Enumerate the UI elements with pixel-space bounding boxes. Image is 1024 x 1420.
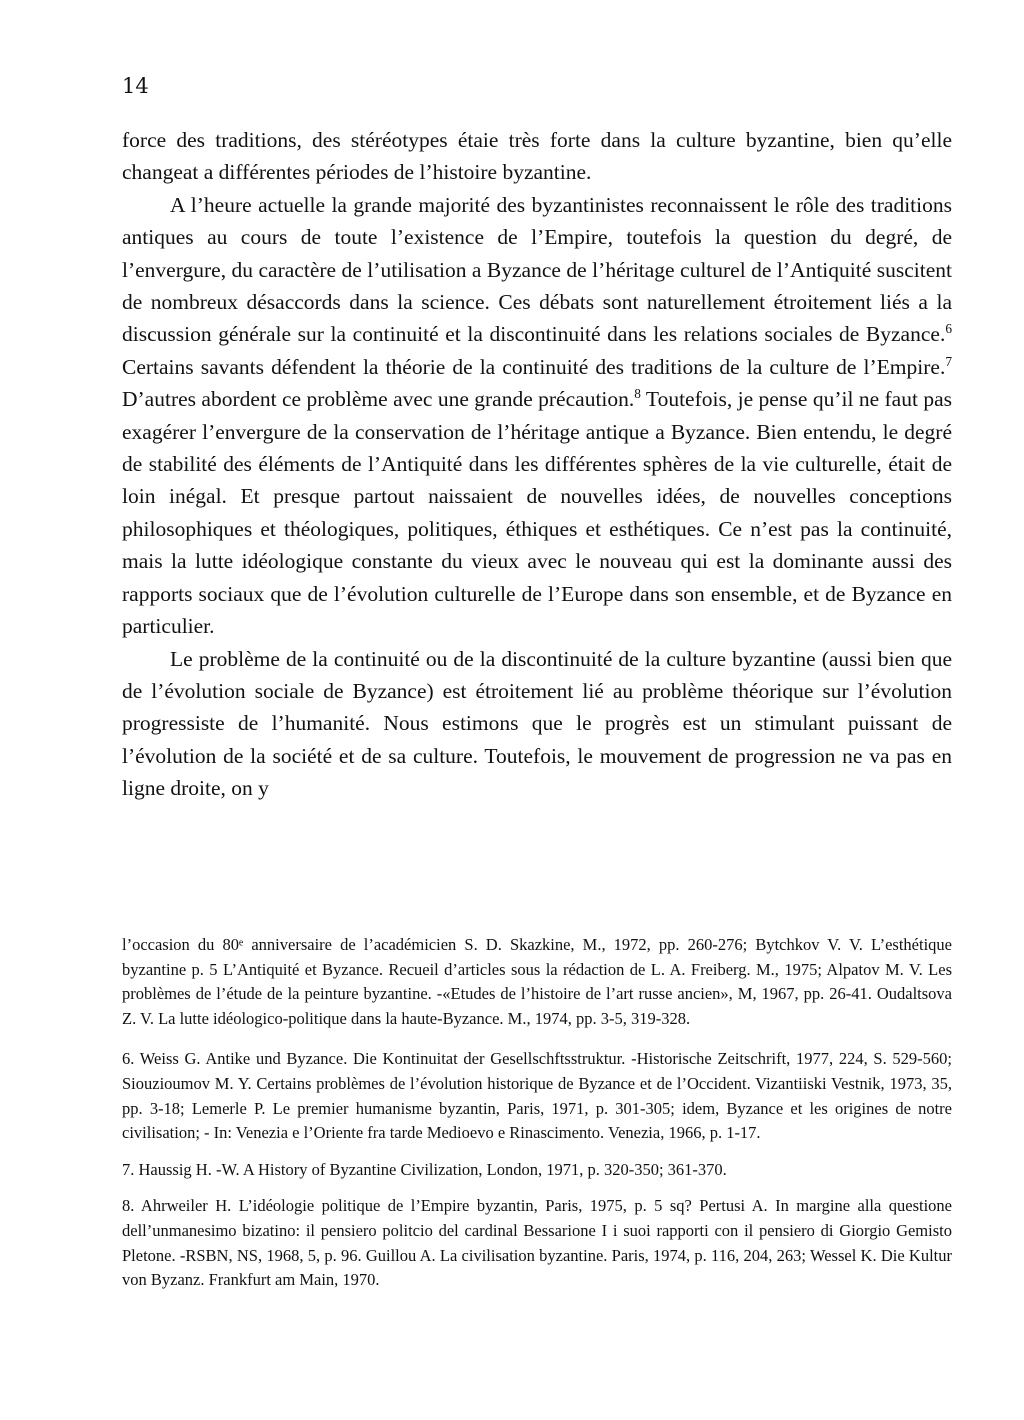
footnotes bbox=[122, 933, 952, 1305]
footnote-ref-7: 7 bbox=[945, 353, 952, 369]
footnote-7: 7. Haussig H. -W. A History of Byzantine Civilization, London, 1971, p. 320-350; 361-370. bbox=[122, 1159, 727, 1179]
paragraph-3 bbox=[122, 643, 952, 805]
paragraph-2-text-c: D’autres abordent ce problème avec une grande précaution. bbox=[122, 387, 635, 412]
paragraph-2-text-a: A l’heure actuelle la grande majorité des byzantinistes reconnaissent le rôle des traditions antiques au cours de toute l’existence de l’Empire, toutefois la question du degré, de l’envergure, du caractère de l’utilisation a Byzance de l’héritage culturel de l’Antiquité suscitent de nombreux désaccords dans la science. Ces débats sont naturellement étroitement liés a la discussion générale sur la continuité et la discontinuité dans les relations sociales de Byzance. bbox=[122, 192, 952, 347]
footnote-ref-8: 8 bbox=[634, 386, 641, 402]
paragraph-3-text: Le problème de la continuité ou de la discontinuité de la culture byzantine (aussi bien que de l’évolution sociale de Byzance) est étroitement lié au problème théorique sur l’évolution progressiste de l’humanité. Nous estimons que le progrès est un stimulant puissant de l’évolution de la société et de sa culture. Toutefois, le mouvement de progression ne va pas en ligne droite, on y bbox=[122, 646, 952, 801]
footnote-ref-6: 6 bbox=[945, 321, 952, 337]
body-text bbox=[122, 124, 952, 805]
paragraph-2-text-b: Certains savants défendent la théorie de la continuité des traditions de la culture de l’Empire. bbox=[122, 354, 946, 379]
paragraph-1-text: force des traditions, des stéréotypes étaie très forte dans la culture byzantine, bien qu’elle changeat a différentes périodes de l’histoire byzantine. bbox=[122, 128, 952, 185]
paragraph-2 bbox=[122, 189, 952, 643]
paragraph-2-text-d: Toutefois, je pense qu’il ne faut pas exagérer l’envergure de la conservation de l’héritage antique a Byzance. Bien entendu, le degré de stabilité des éléments de l’Antiquité dans les différentes sphères de la vie culturelle, était de loin inégal. Et presque partout naissaient de nouvelles idées, de nouvelles conceptions philosophiques et théologiques, politiques, éthiques et esthétiques. Ce n’est pas la continuité, mais la lutte idéologique constante du vieux avec le nouveau qui est la dominante aussi des rapports sociaux que de l’évolution culturelle de l’Europe dans son ensemble, et de Byzance en particulier. bbox=[122, 387, 952, 639]
paragraph-1 bbox=[122, 124, 952, 189]
footnote-continuation: l’occasion du 80ᵉ anniversaire de l’académicien S. D. Skazkine, M., 1972, pp. 260-276; Bytchkov V. V. L’esthétique byzantine p. 5 L’Antiquité et Byzance. Recueil d’articles sous la rédaction de L. A. Freiberg. M., 1975; Alpatov M. V. Les problèmes de l’étude de la peinture byzantine. -«Etudes de l’histoire de l’art russe ancien», M, 1967, pp. 26-41. Oudaltsova Z. V. La lutte idéologico-politique dans la haute-Byzance. M., 1974, pp. 3-5, 319-328. bbox=[122, 935, 952, 1028]
footnote-6: 6. Weiss G. Antike und Byzance. Die Kontinuitat der Gesellschftsstruktur. -Historische Zeitschrift, 1977, 224, S. 529-560; Siouzioumov M. Y. Certains problèmes de l’évolution historique de Byzance et de l’Occident. Vizantiiski Vestnik, 1973, 35, pp. 3-18; Lemerle P. Le premier humanisme byzantin, Paris, 1971, p. 301-305; idem, Byzance et les origines de notre civilisation; - In: Venezia e l’Oriente fra tarde Medioevo e Rinascimento. Venezia, 1966, p. 1-17. bbox=[122, 1049, 952, 1143]
page-number: 14 bbox=[122, 74, 149, 98]
footnote-8: 8. Ahrweiler H. L’idéologie politique de l’Empire byzantin, Paris, 1975, p. 5 sq? Pertusi A. In margine alla questione dell’unmanesimo bizatino: il pensiero politcio del cardinal Bessarione I i suoi rapporti con il pensiero di Giorgio Gemisto Pletone. -RSBN, NS, 1968, 5, p. 96. Guillou A. La civilisation byzantine. Paris, 1974, p. 116, 204, 263; Wessel K. Die Kultur von Byzanz. Frankfurt am Main, 1970. bbox=[122, 1196, 952, 1290]
